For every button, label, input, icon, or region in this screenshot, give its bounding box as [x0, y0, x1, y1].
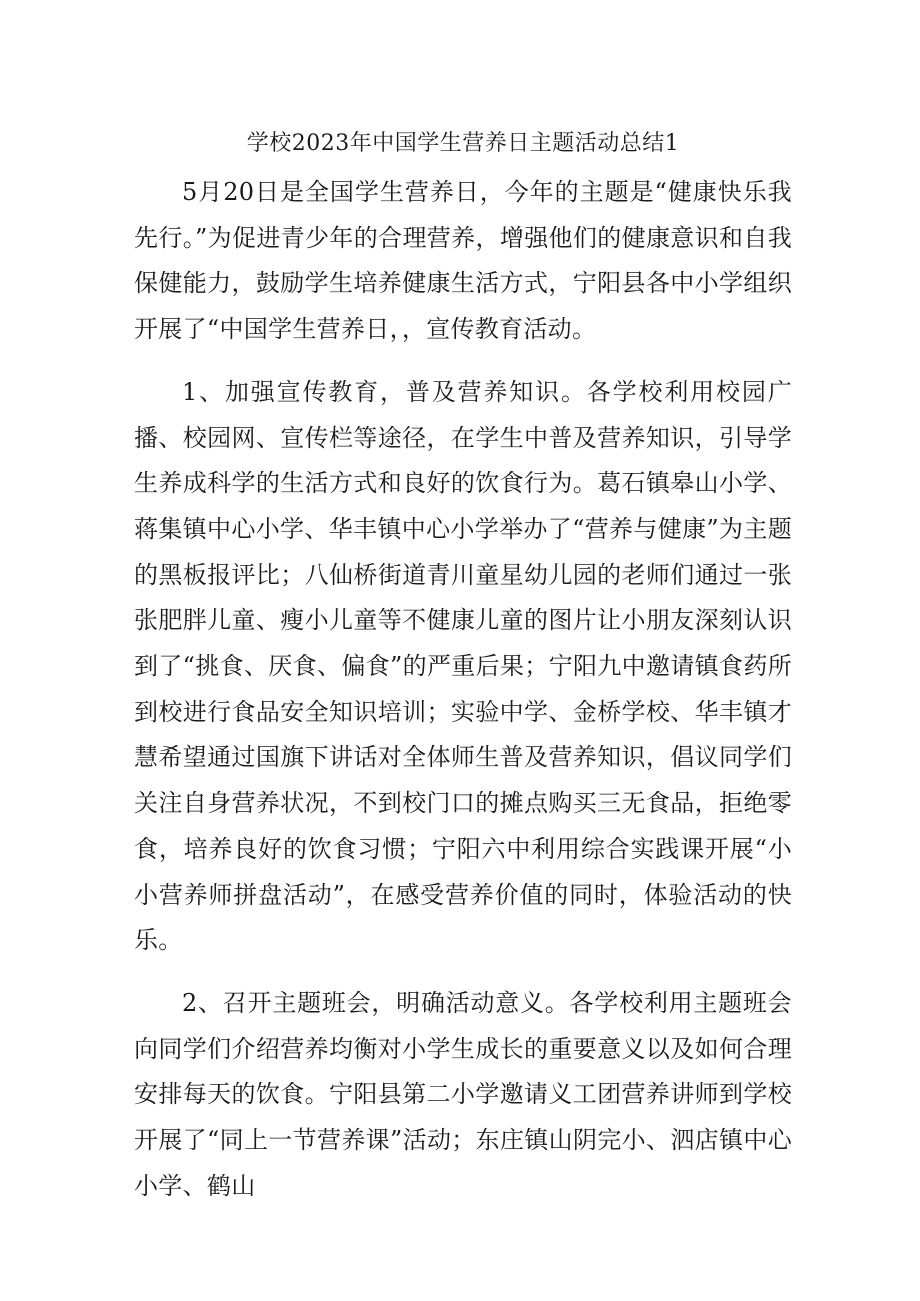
paragraph-section-2: 2、召开主题班会，明确活动意义。各学校利用主题班会向同学们介绍营养均衡对小学生成长的重要意义以及如何合理安排每天的饮食。宁阳县第二小学邀请义工团营养讲师到学校开展了“同上一节营养课”活动；东庄镇山阴完小、泗店镇中心小学、鹤山: [134, 988, 792, 1200]
paragraph-intro: 5月20日是全国学生营养日，今年的主题是“健康快乐我先行。”为促进青少年的合理营养，增强他们的健康意识和自我保健能力，鼓励学生培养健康生活方式，宁阳县各中小学组织开展了“中国学生营养日，，宣传教育活动。: [134, 178, 792, 344]
document-title: 学校2023年中国学生营养日主题活动总结1: [246, 131, 680, 156]
paragraph-section-1: 1、加强宣传教育，普及营养知识。各学校利用校园广播、校园网、宣传栏等途径，在学生中普及营养知识，引导学生养成科学的生活方式和良好的饮食行为。葛石镇皋山小学、蒋集镇中心小学、华丰镇中心小学举办了“营养与健康”为主题的黑板报评比；八仙桥街道青川童星幼儿园的老师们通过一张张肥胖儿童、瘦小儿童等不健康儿童的图片让小朋友深刻认识到了“挑食、厌食、偏食”的严重后果；宁阳九中邀请镇食药所到校进行食品安全知识培训；实验中学、金桥学校、华丰镇才慧希望通过国旗下讲话对全体师生普及营养知识，倡议同学们关注自身营养状况，不到校门口的摊点购买三无食品，拒绝零食，培养良好的饮食习惯；宁阳六中利用综合实践课开展“小小营养师拼盘活动”，在感受营养价值的同时，体验活动的快乐。: [134, 377, 792, 955]
